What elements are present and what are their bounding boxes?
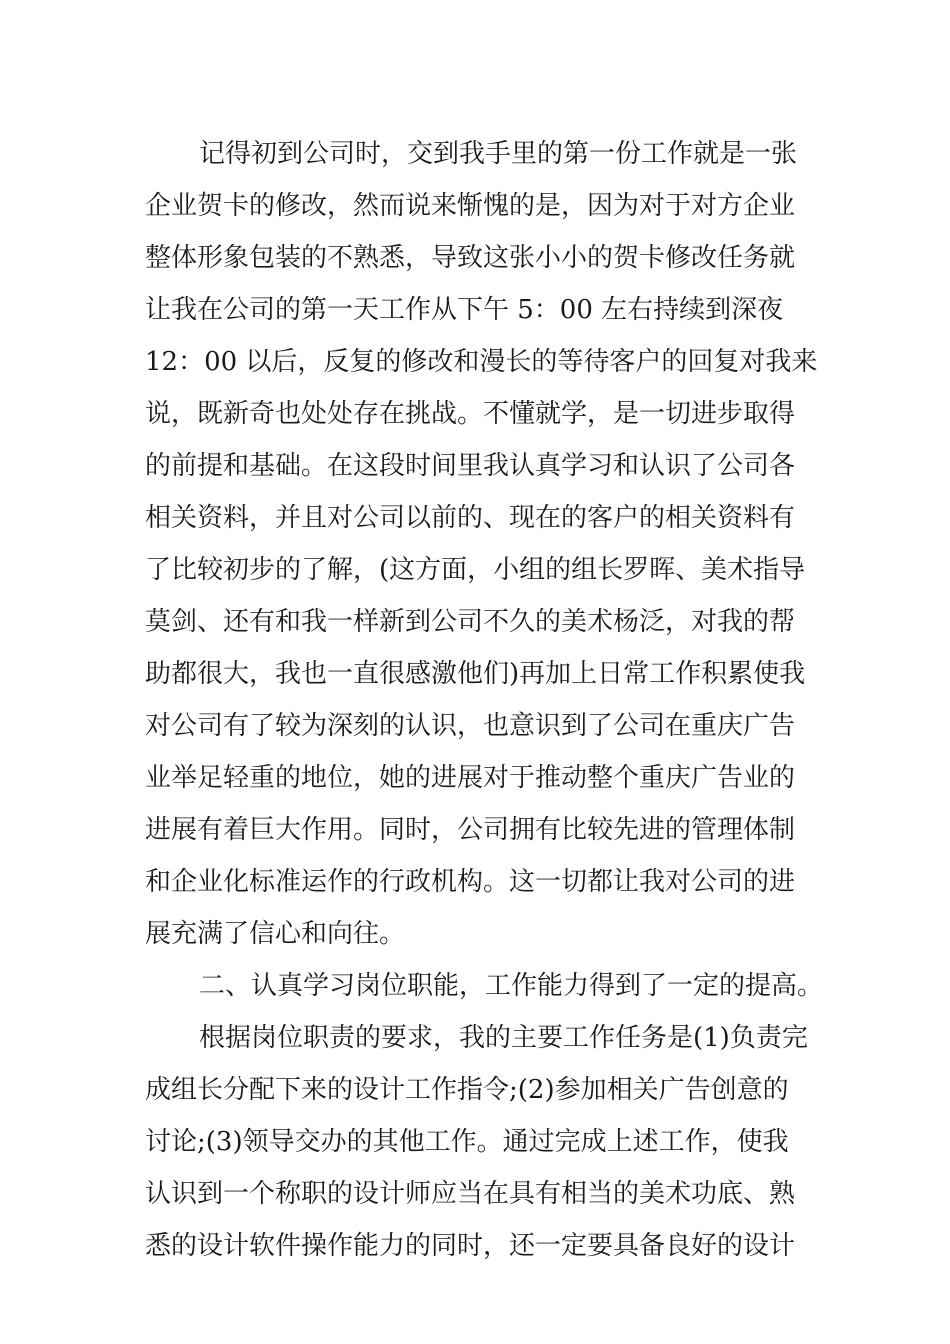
paragraph-line: 和企业化标准运作的行政机构。这一切都让我对公司的进: [145, 867, 796, 897]
paragraph-line: 的前提和基础。在这段时间里我认真学习和认识了公司各: [145, 451, 796, 481]
paragraph-line: 助都很大，我也一直很感激他们)再加上日常工作积累使我: [145, 659, 806, 689]
paragraph-line: 相关资料，并且对公司以前的、现在的客户的相关资料有: [145, 503, 796, 533]
paragraph-line: 展充满了信心和向往。: [145, 919, 406, 949]
paragraph-line: 整体形象包装的不熟悉，导致这张小小的贺卡修改任务就: [145, 243, 796, 273]
paragraph-line: 进展有着巨大作用。同时，公司拥有比较先进的管理体制: [145, 815, 796, 845]
paragraph-line: 悉的设计软件操作能力的同时，还一定要具备良好的设计: [145, 1231, 796, 1261]
paragraph-line: 12：00 以后，反复的修改和漫长的等待客户的回复对我来: [145, 347, 818, 377]
paragraph-line: 对公司有了较为深刻的认识，也意识到了公司在重庆广告: [145, 711, 796, 741]
paragraph-line: 让我在公司的第一天工作从下午 5：00 左右持续到深夜: [145, 295, 784, 325]
paragraph-line: 业举足轻重的地位，她的进展对于推动整个重庆广告业的: [145, 763, 796, 793]
paragraph-line: 根据岗位职责的要求，我的主要工作任务是(1)负责完: [199, 1023, 808, 1053]
paragraph-line: 成组长分配下来的设计工作指令;(2)参加相关广告创意的: [145, 1075, 789, 1105]
paragraph-line: 认识到一个称职的设计师应当在具有相当的美术功底、熟: [145, 1179, 796, 1209]
paragraph-line: 莫剑、还有和我一样新到公司不久的美术杨泛，对我的帮: [145, 607, 796, 637]
paragraph-line: 企业贺卡的修改，然而说来惭愧的是，因为对于对方企业: [145, 191, 796, 221]
section-heading: 二、认真学习岗位职能，工作能力得到了一定的提高。: [199, 971, 824, 1001]
paragraph-line: 了比较初步的了解，(这方面，小组的组长罗晖、美术指导: [145, 555, 806, 585]
paragraph-line: 记得初到公司时，交到我手里的第一份工作就是一张: [199, 139, 798, 169]
body-text: [145, 128, 824, 1272]
paragraph-line: 说，既新奇也处处存在挑战。不懂就学，是一切进步取得: [145, 399, 796, 429]
paragraph-line: 讨论;(3)领导交办的其他工作。通过完成上述工作，使我: [145, 1127, 789, 1157]
